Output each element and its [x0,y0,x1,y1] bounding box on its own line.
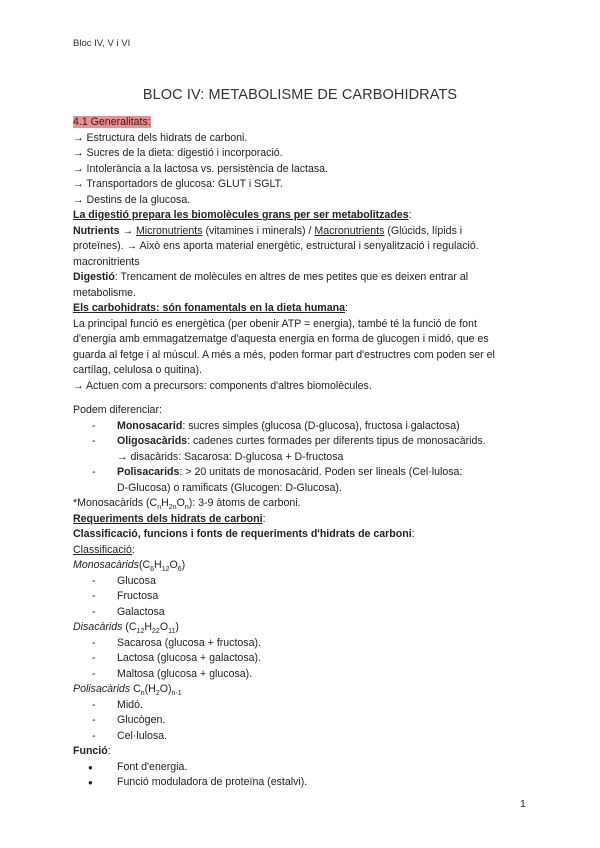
funcio-label: Funció: [73,745,111,757]
monosacarids-title: $Monosacàrids(C_6H_{12}O_6)$ [73,559,186,573]
paragraph-line: La principal funció es energètica (per obenir ATP = energia), també té la funció de font [73,317,477,330]
nutrients-line-3: macronitrients [73,255,140,268]
bullet-item: ● Font d'energia. [73,760,533,776]
carbohidrats-heading: Els carbohidrats: són fonamentals en la dieta humana: [73,302,348,314]
list-item: - Cel·lulosa. [73,729,533,745]
list-item: → Destins de la glucosa. [73,193,191,206]
list-item: → Intolerància a la lactosa vs. persistència de lactasa. [73,162,328,175]
digestio-definition: Digestió: Trencament de molècules en altres de mes petites que es deixen entrar al [73,271,469,283]
list-item: - Galactosa [73,605,533,621]
disacarids-sub-item: → disacàrids: Sacarosa: D-glucosa + D-fructosa [117,450,344,463]
requeriments-heading: Requeriments dels hidrats de carboni: [73,512,266,525]
section-heading-generalitats [73,115,533,131]
polisacarids-item-cont: D-Glucosa) o ramificats (Glucogen: D-Glucosa). [117,481,342,494]
bullet-item: ● Funció moduladora de proteïna (estalvi). [73,775,533,791]
nutrients-line-2: proteïnes). → Això ens aporta material energètic, estructural i senyalització i regulació. [73,240,479,252]
digestio-heading: La digestió prepara les biomolècules grans per ser metabolitzades: [73,209,412,221]
page-number: 1 [520,798,526,810]
disacarids-title: Disacàrids $(C_{12}H_{22}O_{11})$ [73,621,179,635]
page-header: Bloc IV, V i VI [73,38,131,49]
paragraph-line: cartílag, celulosa o quitina). [73,364,202,376]
digestio-definition-2: metabolisme. [73,286,136,299]
list-item: → Transportadors de glucosa: GLUT i SGLT. [73,178,283,190]
list-item: → Estructura dels hidrats de carboni. [73,131,248,144]
monosacarids-note: *Monosacàrids $(C_nH_{2n}O_n)$: 3-9 àtoms de carboni. [73,497,301,511]
paragraph-line: d'energia amb emmagatzematge d'aquesta energia en forma de glucogen i midó, que es [73,333,489,345]
page-title: BLOC IV: METABOLISME DE CARBOHIDRATS [142,87,458,103]
precursors-line: → Actuen com a precursors: components d'altres biomolècules. [73,379,372,392]
list-item: - Glucosa [73,574,533,590]
monosacarid-item: - Monosacarid: sucres simples (glucosa (D-glucosa), fructosa i galactosa) [73,419,533,435]
requeriments-subheading: Classificació, funcions i fonts de requeriments d'hidrats de carboni: [73,528,415,540]
polisacarids-title: Polisacàrids $C_n(H_2O)_{n-1}$ [73,683,182,697]
list-item: - Midó. [73,698,533,714]
list-item: - Lactosa (glucosa + galactosa). [73,651,533,667]
paragraph-line: guarda al fetge i al múscul. A més a més, poden formar part d'estructres com poden ser el [73,348,495,361]
classificacio-label: Classificació: [73,543,135,556]
list-item: - Sacarosa (glucosa + fructosa). [73,636,533,652]
nutrients-line: Nutrients → Micronutrients (vitamines i minerals) / Macronutrients (Glúcids, lípids i [73,224,463,237]
oligosacarids-item: - Oligosacàrids: cadenes curtes formades per diferents tipus de monosacàrids. [73,434,533,450]
highlighted-heading: 4.1 Generalitats: [73,116,151,128]
list-item: → Sucres de la dieta: digestió i incorporació. [73,147,283,159]
document-body [73,115,533,791]
list-item: - Glucògen. [73,713,533,729]
polisacarids-item: - Polisacarids: > 20 unitats de monosacàrid. Poden ser lineals (Cel·lulosa: [73,465,533,481]
list-item: - Maltosa (glucosa + glucosa). [73,667,533,683]
diferenciar-intro: Podem diferenciar: [73,404,162,416]
list-item: - Fructosa [73,589,533,605]
